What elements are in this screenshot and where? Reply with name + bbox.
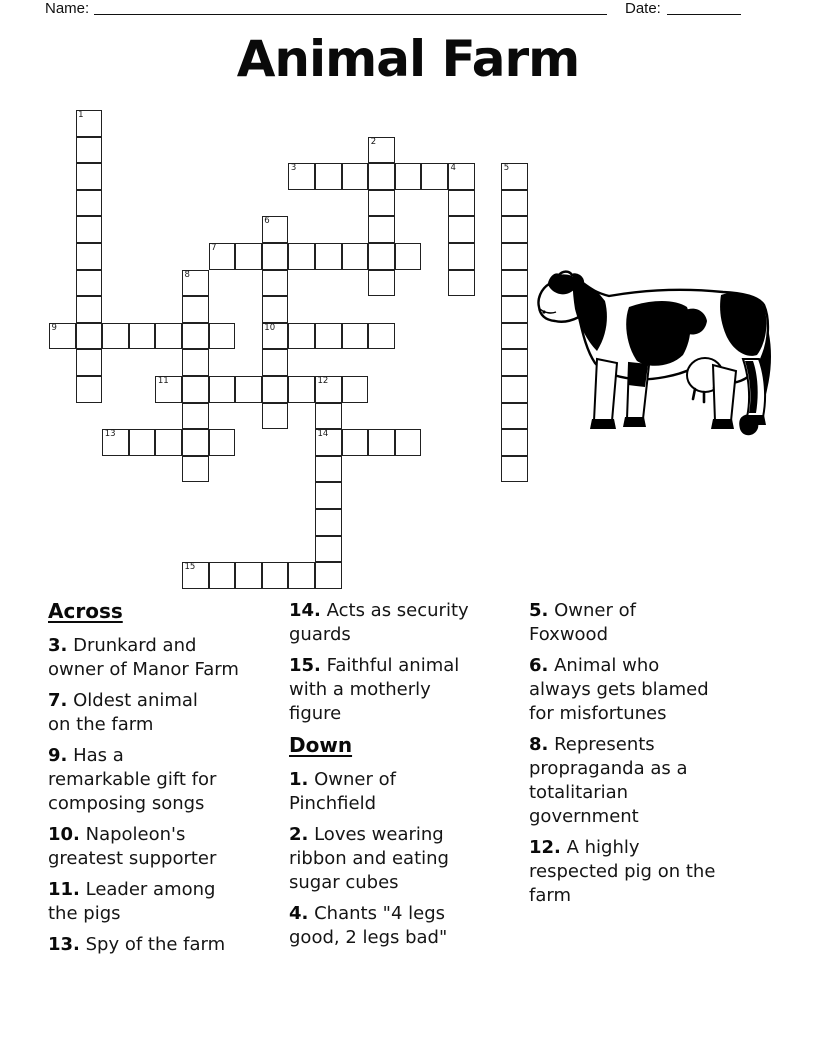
grid-cell[interactable]: [368, 270, 395, 297]
grid-cell[interactable]: [315, 323, 342, 350]
cell-number: 5: [503, 163, 510, 174]
cell-number: 7: [211, 243, 217, 253]
grid-cell[interactable]: [288, 376, 315, 403]
cell-number: 10: [264, 322, 276, 333]
grid-cell[interactable]: [182, 562, 209, 589]
clue-number: 6.: [529, 655, 549, 676]
clue-number: 5.: [529, 600, 549, 621]
clue-number: 11.: [48, 879, 80, 900]
clue: 14. Acts as security guards: [289, 600, 469, 645]
grid-cell[interactable]: [182, 376, 209, 403]
clue-number: 3.: [48, 635, 68, 656]
grid-cell[interactable]: [368, 190, 395, 217]
grid-cell[interactable]: [368, 323, 395, 350]
clue-number: 13.: [48, 934, 80, 955]
grid-cell[interactable]: [235, 376, 262, 403]
grid-cell[interactable]: [76, 270, 103, 297]
grid-cell[interactable]: [315, 509, 342, 536]
clue: 2. Loves wearing ribbon and eating sugar cubes: [289, 824, 449, 893]
cell-number: 9: [51, 322, 57, 333]
clue: 4. Chants "4 legs good, 2 legs bad": [289, 903, 448, 948]
grid-cell[interactable]: [315, 429, 342, 456]
page-title: Animal Farm: [236, 30, 580, 88]
grid-cell[interactable]: [315, 403, 342, 430]
cell-number: 15: [184, 562, 196, 573]
grid-cell[interactable]: [501, 429, 528, 456]
clue: 8. Represents propraganda as a totalitarian government: [529, 734, 688, 827]
grid-cell[interactable]: [448, 163, 475, 190]
grid-cell[interactable]: [501, 216, 528, 243]
grid-cell[interactable]: [235, 243, 262, 270]
clue: 1. Owner of Pinchfield: [289, 769, 396, 814]
grid-cell[interactable]: [262, 562, 289, 589]
grid-cell[interactable]: [262, 296, 289, 323]
cell-number: 14: [317, 429, 329, 440]
grid-cell[interactable]: [342, 323, 369, 350]
grid-cell[interactable]: [262, 349, 289, 376]
grid-cell[interactable]: [288, 562, 315, 589]
clue-number: 10.: [48, 824, 80, 845]
grid-cell[interactable]: [76, 243, 103, 270]
cell-number: 13: [104, 429, 116, 440]
clue-number: 2.: [289, 824, 309, 845]
grid-cell[interactable]: [76, 349, 103, 376]
grid-cell[interactable]: [342, 163, 369, 190]
clue-number: 15.: [289, 655, 321, 676]
grid-cell[interactable]: [501, 456, 528, 483]
grid-cell[interactable]: [448, 270, 475, 297]
grid-cell[interactable]: [182, 456, 209, 483]
grid-cell[interactable]: [182, 296, 209, 323]
grid-cell[interactable]: [262, 270, 289, 297]
name-label: Name:: [45, 0, 90, 17]
grid-cell[interactable]: [368, 163, 395, 190]
clue-number: 12.: [529, 837, 561, 858]
grid-cell[interactable]: [368, 429, 395, 456]
grid-cell[interactable]: [315, 536, 342, 563]
grid-cell[interactable]: [368, 243, 395, 270]
grid-cell[interactable]: [368, 216, 395, 243]
grid-cell[interactable]: [501, 190, 528, 217]
cell-number: 2: [370, 136, 377, 147]
grid-cell[interactable]: [448, 243, 475, 270]
grid-cell[interactable]: [76, 137, 103, 164]
grid-cell[interactable]: [209, 243, 236, 270]
grid-cell[interactable]: [182, 403, 209, 430]
grid-cell[interactable]: [501, 323, 528, 350]
clue: 13. Spy of the farm: [48, 934, 226, 955]
grid-cell[interactable]: [209, 429, 236, 456]
clue-number: 4.: [289, 903, 309, 924]
grid-cell[interactable]: [448, 190, 475, 217]
grid-cell[interactable]: [76, 296, 103, 323]
grid-cell[interactable]: [49, 323, 76, 350]
grid-cell[interactable]: [395, 243, 422, 270]
clue: 15. Faithful animal with a motherly figure: [289, 655, 460, 724]
grid-cell[interactable]: [262, 243, 289, 270]
grid-cell[interactable]: [342, 429, 369, 456]
grid-cell[interactable]: [102, 323, 129, 350]
grid-cell[interactable]: [76, 323, 103, 350]
grid-cell[interactable]: [102, 429, 129, 456]
clue-column: [48, 599, 286, 964]
grid-cell[interactable]: [182, 270, 209, 297]
clue-column: [529, 599, 773, 915]
grid-cell[interactable]: [262, 403, 289, 430]
grid-cell[interactable]: [155, 376, 182, 403]
grid-cell[interactable]: [155, 429, 182, 456]
clue-section-heading: Down: [289, 733, 353, 757]
clue: 10. Napoleon's greatest supporter: [48, 824, 217, 869]
grid-cell[interactable]: [182, 349, 209, 376]
grid-cell[interactable]: [395, 163, 422, 190]
grid-cell[interactable]: [155, 323, 182, 350]
grid-cell[interactable]: [421, 163, 448, 190]
clue: 3. Drunkard and owner of Manor Farm: [48, 635, 239, 680]
clue-column: [289, 599, 515, 957]
grid-cell[interactable]: [448, 216, 475, 243]
grid-cell[interactable]: [262, 376, 289, 403]
clue: 11. Leader among the pigs: [48, 879, 216, 924]
clue: 6. Animal who always gets blamed for misfortunes: [529, 655, 709, 724]
grid-cell[interactable]: [76, 110, 103, 137]
cell-number: 12: [317, 376, 329, 386]
clue: 5. Owner of Foxwood: [529, 600, 636, 645]
clue-number: 1.: [289, 769, 309, 790]
grid-cell[interactable]: [288, 163, 315, 190]
grid-cell[interactable]: [288, 243, 315, 270]
grid-cell[interactable]: [209, 323, 236, 350]
grid-cell[interactable]: [501, 243, 528, 270]
grid-cell[interactable]: [76, 216, 103, 243]
grid-cell[interactable]: [501, 349, 528, 376]
grid-cell[interactable]: [368, 137, 395, 164]
clue-number: 14.: [289, 600, 321, 621]
cell-number: 4: [450, 163, 456, 174]
clue-number: 9.: [48, 745, 68, 766]
grid-cell[interactable]: [182, 323, 209, 350]
grid-cell[interactable]: [315, 562, 342, 589]
grid-cell[interactable]: [129, 323, 156, 350]
grid-cell[interactable]: [76, 376, 103, 403]
clue-section-heading: Across: [48, 599, 123, 623]
grid-cell[interactable]: [342, 376, 369, 403]
clue-number: 7.: [48, 690, 68, 711]
cell-number: 8: [184, 269, 190, 280]
grid-cell[interactable]: [315, 376, 342, 403]
grid-cell[interactable]: [129, 429, 156, 456]
grid-cell[interactable]: [182, 429, 209, 456]
grid-cell[interactable]: [288, 323, 315, 350]
clue-number: 8.: [529, 734, 549, 755]
grid-cell[interactable]: [395, 429, 422, 456]
clue: 12. A highly respected pig on the farm: [529, 837, 716, 906]
cell-number: 3: [290, 163, 297, 174]
grid-cell[interactable]: [262, 323, 289, 350]
grid-cell[interactable]: [501, 403, 528, 430]
grid-cell[interactable]: [501, 163, 528, 190]
grid-cell[interactable]: [209, 562, 236, 589]
grid-cell[interactable]: [76, 190, 103, 217]
clue: 7. Oldest animal on the farm: [48, 690, 198, 735]
grid-cell[interactable]: [315, 163, 342, 190]
cell-number: 1: [78, 110, 84, 120]
grid-cell[interactable]: [235, 562, 262, 589]
grid-cell[interactable]: [501, 376, 528, 403]
grid-cell[interactable]: [501, 270, 528, 297]
cell-number: 11: [157, 376, 169, 386]
grid-cell[interactable]: [262, 216, 289, 243]
clue: 9. Has a remarkable gift for composing songs: [48, 745, 217, 814]
grid-cell[interactable]: [315, 482, 342, 509]
date-label: Date:: [625, 0, 661, 17]
cell-number: 6: [264, 216, 270, 227]
grid-cell[interactable]: [501, 296, 528, 323]
holstein-cow-image: [533, 257, 777, 437]
grid-cell[interactable]: [342, 243, 369, 270]
grid-cell[interactable]: [315, 243, 342, 270]
grid-cell[interactable]: [315, 456, 342, 483]
grid-cell[interactable]: [76, 163, 103, 190]
grid-cell[interactable]: [209, 376, 236, 403]
